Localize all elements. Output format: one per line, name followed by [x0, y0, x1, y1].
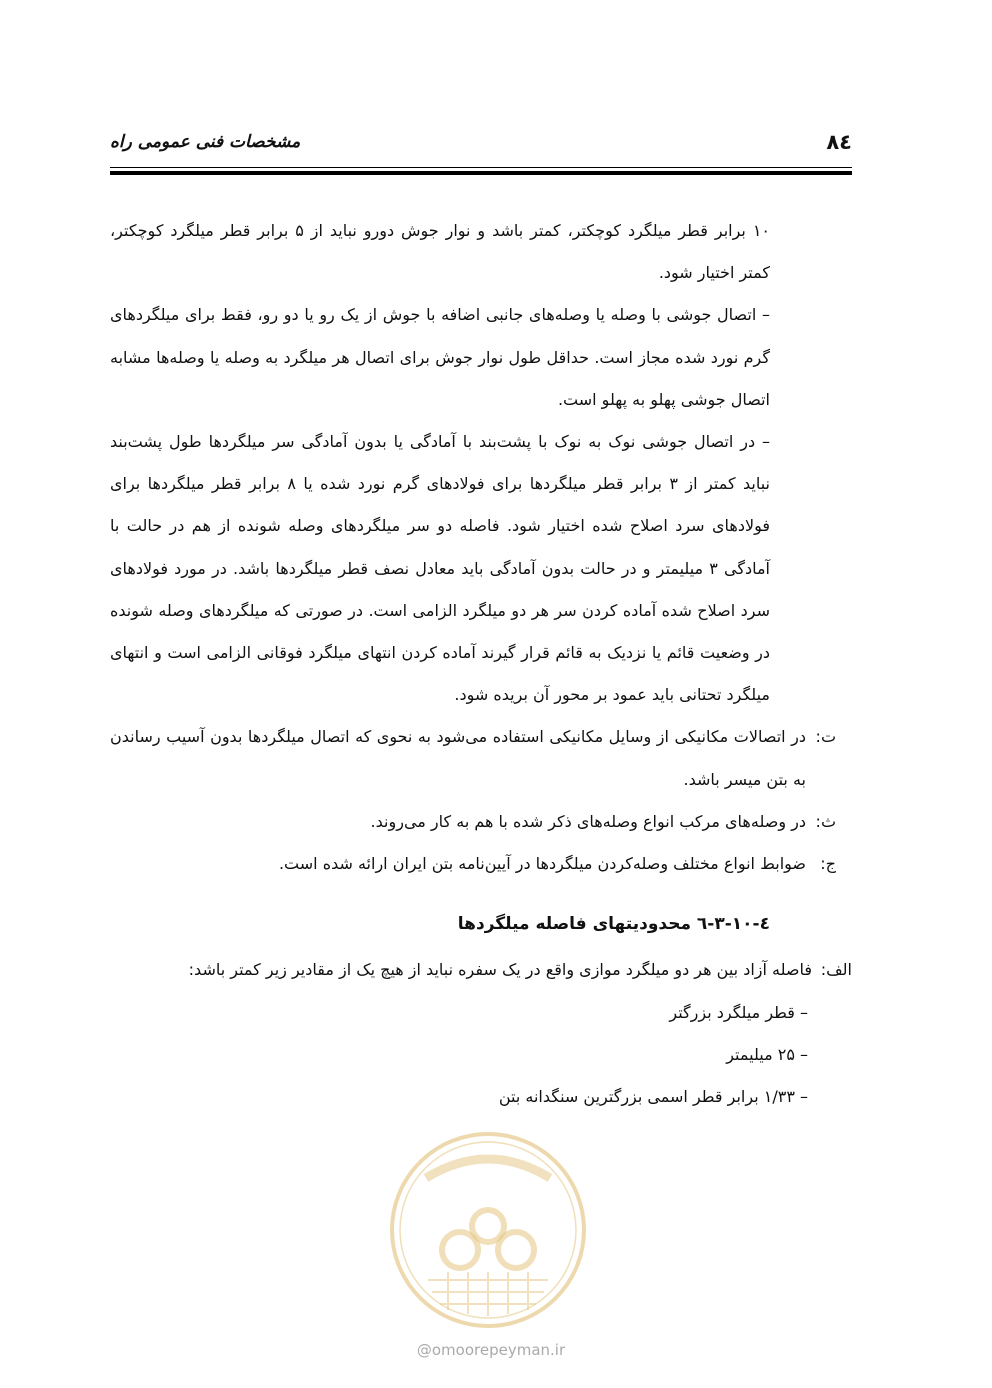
item-text: در وصله‌های مرکب انواع وصله‌های ذکر شده با هم به کار می‌روند. — [370, 811, 806, 831]
header-rule-thin — [110, 167, 852, 168]
paragraph: ۱۰ برابر قطر میلگرد کوچکتر، کمتر باشد و نوار جوش دورو نباید از ۵ برابر قطر میلگرد کوچکتر، کمتر اختیار شود. — [110, 221, 770, 283]
book-title: مشخصات فنی عمومی راه — [110, 132, 301, 152]
item-label: ت: — [815, 727, 836, 747]
watermark-site-text: @omoorepeyman.ir — [416, 1341, 566, 1359]
item-label: الف: — [820, 960, 852, 980]
item-text: در اتصالات مکانیکی از وسایل مکانیکی استفاده می‌شود به نحوی که اتصال میلگردها بدون آسیب رساندن به بتن میسر باشد. — [110, 727, 806, 789]
list-item — [110, 843, 852, 885]
header-rule-thick — [110, 171, 852, 175]
list-item — [110, 716, 852, 800]
item-label: ث: — [815, 811, 836, 831]
sub-list-item: – قطر میلگرد بزرگتر — [669, 1002, 808, 1022]
page-number: ۸٤ — [826, 130, 852, 154]
list-item — [110, 801, 852, 843]
sub-list-item: – ۱/۳۳ برابر قطر اسمی بزرگترین سنگدانه بتن — [498, 1087, 808, 1107]
watermark-logo-icon — [388, 1130, 588, 1330]
item-text: فاصله آزاد بین هر دو میلگرد موازی واقع در یک سفره نباید از هیچ یک از مقادیر زیر کمتر باشد: — [188, 960, 812, 980]
page-header — [110, 126, 852, 158]
body-text — [110, 210, 852, 1118]
sub-list — [110, 992, 852, 1119]
intro-block — [110, 210, 852, 716]
list-item — [110, 949, 852, 991]
section-heading: ٤-۳-۱۰-٦ محدودیتهای فاصله میلگردها — [457, 914, 770, 935]
paragraph: – اتصال جوشی با وصله یا وصله‌های جانبی اضافه با جوش از یک رو یا دو رو، فقط برای میلگردهای گرم نورد شده مجاز است. حداقل طول نوار جوش برای اتصال هر میلگرد به وصله یا وصله‌ها مشابه اتصال جوشی پهلو به پهلو است. — [110, 305, 770, 409]
sub-list-item: – ۲۵ میلیمتر — [726, 1044, 808, 1064]
item-label: ج: — [820, 854, 836, 874]
item-text: ضوابط انواع مختلف وصله‌کردن میلگردها در آیین‌نامه بتن ایران ارائه شده است. — [278, 854, 806, 874]
paragraph: – در اتصال جوشی نوک به نوک با پشت‌بند با آمادگی یا بدون آمادگی سر میلگردها طول پشت‌بند نباید کمتر از ۳ برابر قطر میلگردها برای فولادهای گرم نورد شده یا ۸ برابر قطر میلگردها برای فولادهای سرد اصلاح شده اختیار شود. فاصله دو سر میلگردهای وصله شونده از هم در حالت با آمادگی ۳ میلیمتر و در حالت بدون آمادگی باید معادل نصف قطر میلگردها باشد. در مورد فولادهای سرد اصلاح شده آماده کردن سر هر دو میلگرد الزامی است. در صورتی که میلگردهای وصله شونده در وضعیت قائم یا نزدیک به قائم قرار گیرند آماده کردن انتهای میلگرد فوقانی الزامی است و انتهای میلگرد تحتانی باید عمود بر محور آن بریده شود. — [110, 432, 771, 705]
